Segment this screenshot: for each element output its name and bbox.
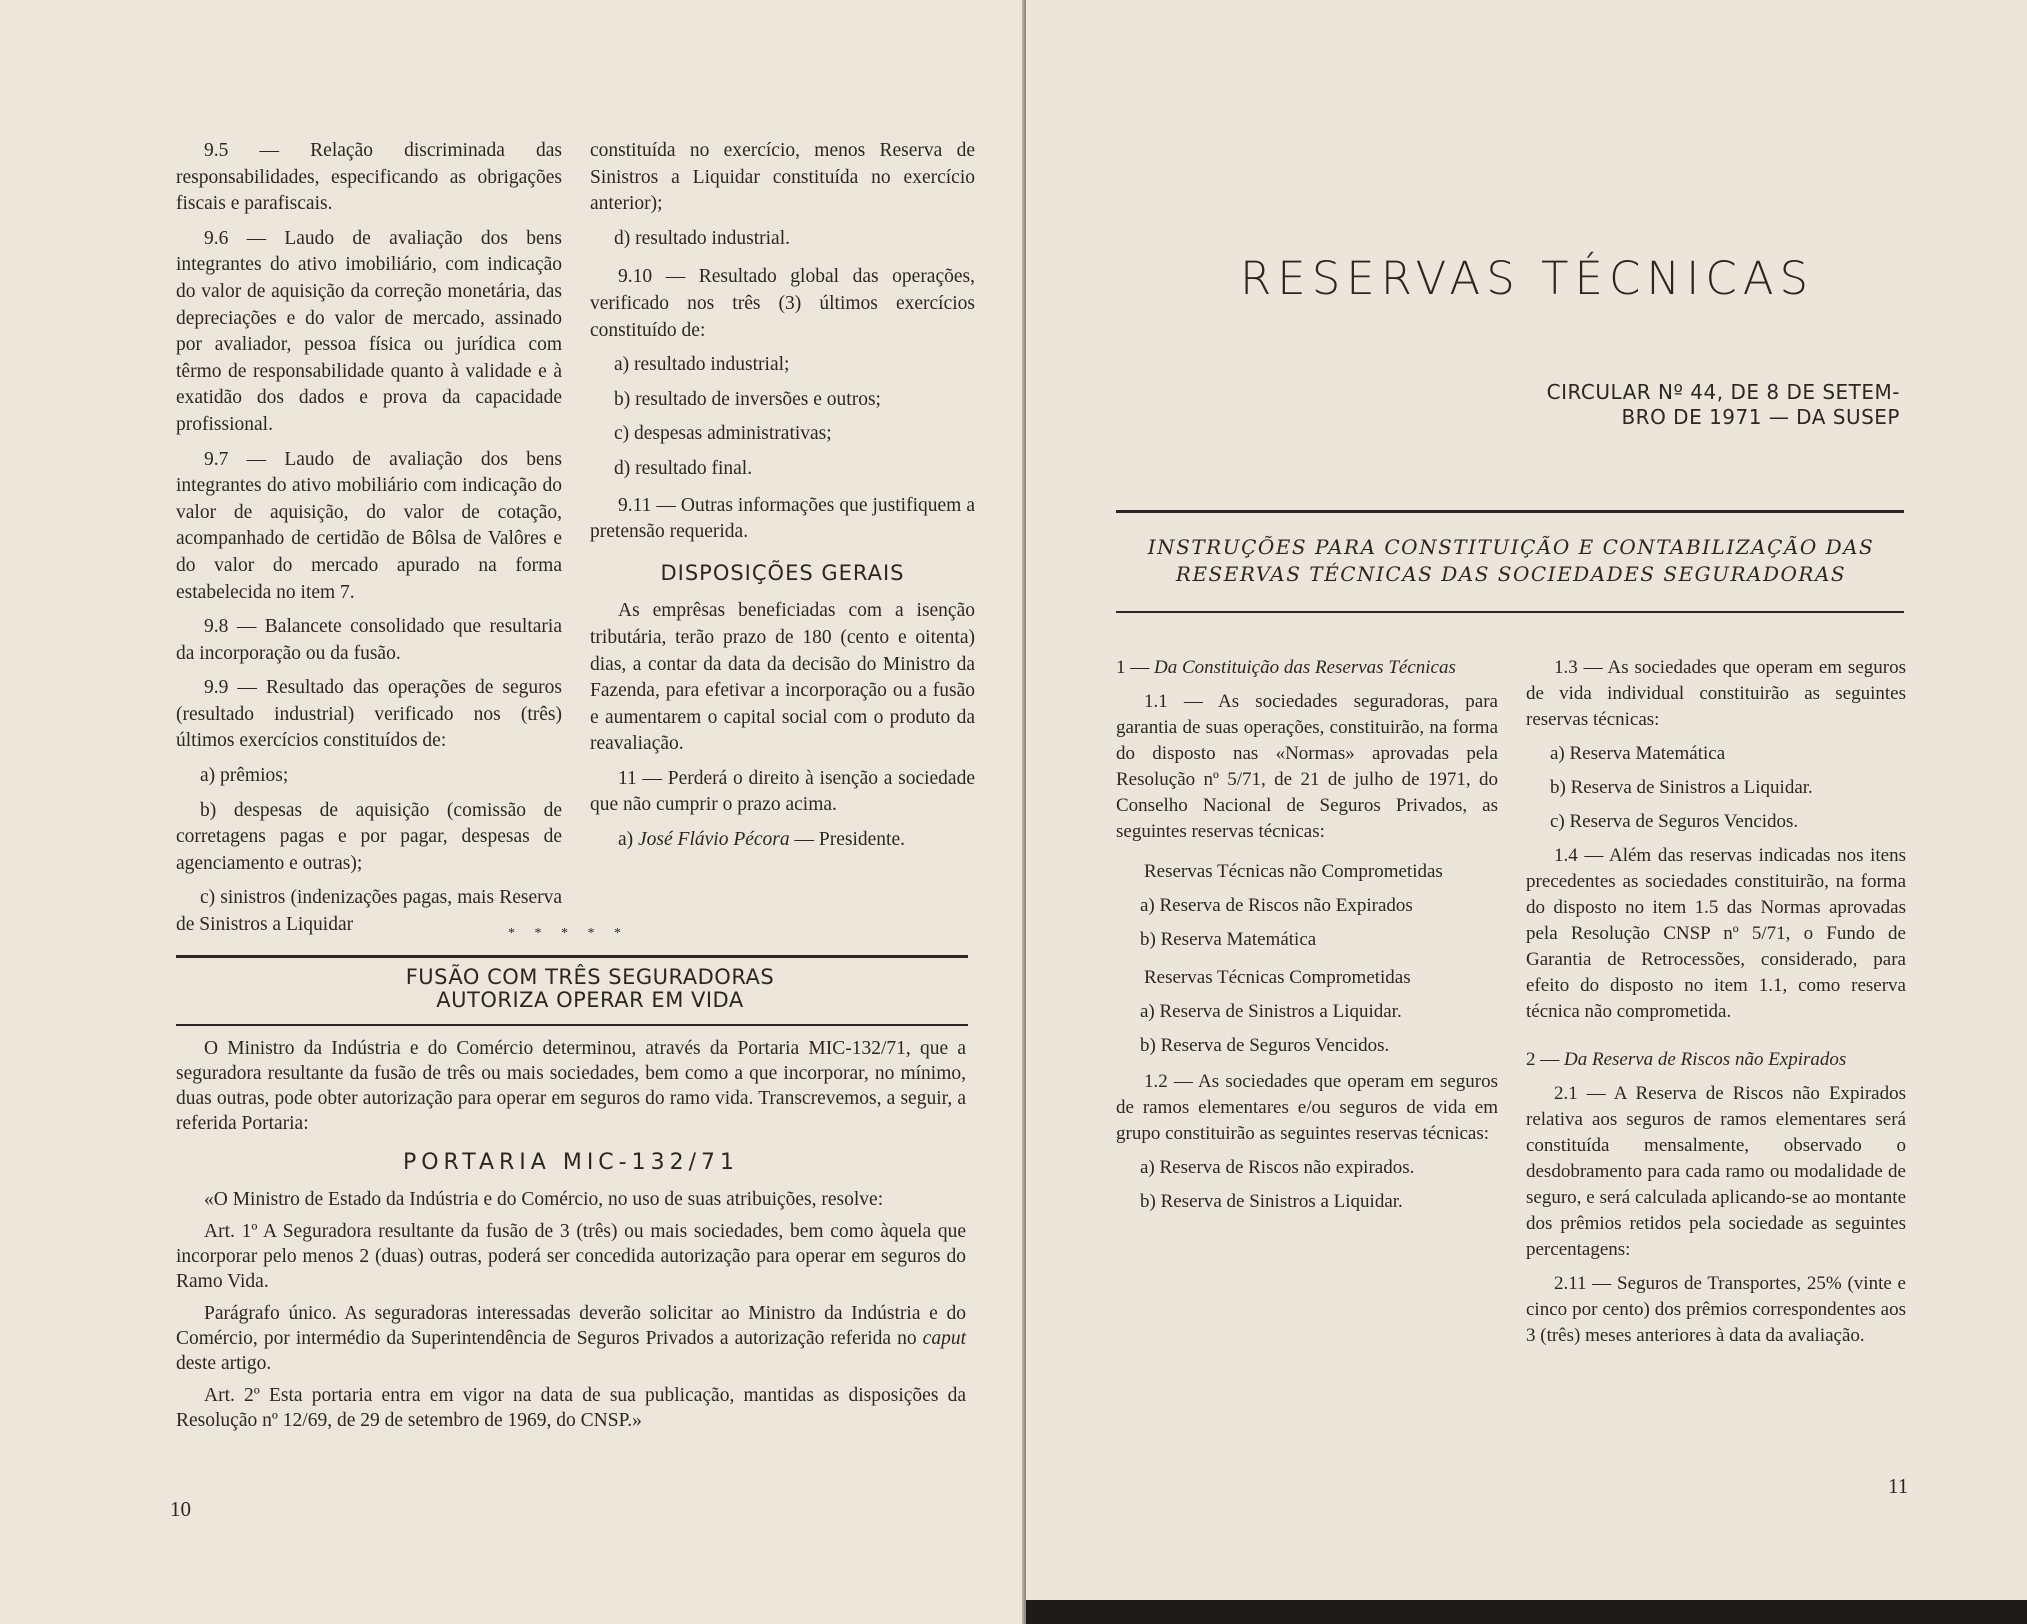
paragraph-disposicoes-1: As emprêsas beneficiadas com a isenção tributária, terão prazo de 180 (cento e oitenta) dias, a contar da data da decisão do Ministro da Fazenda, para efetivar a incorporação ou a fusão e aumentarem o capital social com o produto da reavaliação.	[590, 600, 975, 755]
portaria-art-1: Art. 1º A Seguradora resultante da fusão de 3 (três) ou mais sociedades, bem como àquela que incorporar pelo menos 2 (duas) outras, poderá ser concedida autorização para operar em seguros do Ramo Vida.	[176, 1221, 966, 1292]
right-column-1	[1116, 655, 1498, 1223]
paragraph-continuation: constituída no exercício, menos Reserva de Sinistros a Liquidar constituída no exercício anterior);	[590, 140, 975, 215]
circular-line-1: CIRCULAR Nº 44, DE 8 DE SETEM-	[1546, 380, 1900, 404]
separator-stars: * * * * *	[508, 926, 629, 941]
article-title-line-1: FUSÃO COM TRÊS SEGURADORAS	[405, 965, 775, 989]
left-column-1	[176, 138, 562, 947]
article-intro: O Ministro da Indústria e do Comércio determinou, através da Portaria MIC-132/71, que a seguradora resultante da fusão de três ou mais sociedades, bem como a que incorporar, no mínimo, duas outras, pode obter autorização para operar em seguros do ramo vida. Transcrevemos, a seguir, a referida Portaria:	[176, 1038, 966, 1134]
paragraph-9-10: 9.10 — Resultado global das operações, verificado nos três (3) últimos exercícios constituído de:	[590, 266, 975, 341]
list-item: a) prêmios;	[200, 765, 289, 787]
heading-1: 1 — Da Constituição das Reservas Técnicas	[1116, 657, 1456, 678]
paragraph-9-8: 9.8 — Balancete consolidado que resultaria da incorporação ou da fusão.	[176, 616, 562, 664]
rule-top	[176, 955, 968, 958]
list-item: b) Reserva de Sinistros a Liquidar.	[1550, 777, 1813, 798]
left-column-2	[590, 138, 975, 862]
paragraph-9-5: 9.5 — Relação discriminada das responsabilidades, especificando as obrigações fiscais e parafiscais.	[176, 140, 562, 215]
list-item: d) resultado final.	[614, 457, 753, 479]
heading-2: 2 — Da Reserva de Riscos não Expirados	[1526, 1049, 1847, 1070]
list-item: b) resultado de inversões e outros;	[614, 388, 881, 410]
portaria-art-2: Art. 2º Esta portaria entra em vigor na data de sua publicação, mantidas as disposições da Resolução nº 12/69, de 29 de setembro de 1969, do CNSP.»	[176, 1385, 966, 1431]
list-item: d) resultado industrial.	[614, 227, 791, 249]
paragraph-9-7: 9.7 — Laudo de avaliação dos bens integrantes do ativo mobiliário com indicação do valor de aquisição, do valor de cotação, acompanhado de certidão de Bôlsa de Valôres e do valor do mercado apurado na forma estabelecida no item 7.	[176, 448, 562, 603]
list-item: a) resultado industrial;	[614, 354, 790, 376]
right-column-2	[1526, 655, 1906, 1357]
instructions-heading	[1112, 534, 1910, 588]
list-item: c) sinistros (indenizações pagas, mais Reserva de Sinistros a Liquidar	[176, 887, 562, 936]
list-item: b) despesas de aquisição (comissão de corretagens pagas e por pagar, despesas de agenciamento e outras);	[176, 799, 562, 874]
article-title	[280, 966, 900, 1012]
page-bottom-edge	[1026, 1600, 2027, 1624]
page-number-left: 10	[170, 1497, 191, 1521]
paragraph-1-3: 1.3 — As sociedades que operam em seguros de vida individual constituirão as seguintes reservas técnicas:	[1526, 657, 1906, 730]
paragraph-9-6: 9.6 — Laudo de avaliação dos bens integrantes do ativo imobiliário, com indicação do valor de aquisição da correção monetária, das depreciações e do valor de mercado, assinado por avaliador, pessoa física ou jurídica com têrmo de responsabilidade quanto à validade e à exatidão dos dados e prova da capacidade profissional.	[176, 227, 562, 435]
list-item: a) Reserva Matemática	[1550, 743, 1726, 764]
page-number-right: 11	[1888, 1474, 1909, 1498]
circular-line-2: BRO DE 1971 — DA SUSEP	[1621, 405, 1900, 429]
portaria-preamble: «O Ministro de Estado da Indústria e do Comércio, no uso de suas atribuições, resolve:	[204, 1189, 884, 1210]
paragraph-2-1: 2.1 — A Reserva de Riscos não Expirados relativa aos seguros de ramos elementares será constituída mensalmente, observado o desdobramento para cada ramo ou modalidade de seguro, e será calculada aplicando-se ao montante dos prêmios retidos pela sociedade as seguintes percentagens:	[1526, 1083, 1906, 1260]
paragraph-9-9: 9.9 — Resultado das operações de seguros (resultado industrial) verificado nos (três) últimos exercícios constituídos de:	[176, 677, 562, 752]
list-item: b) Reserva de Sinistros a Liquidar.	[1140, 1191, 1403, 1212]
article-title-line-2: AUTORIZA OPERAR EM VIDA	[436, 988, 744, 1012]
signature-prefix: a)	[618, 829, 634, 851]
rule-instr-top	[1116, 510, 1904, 513]
list-item: c) Reserva de Seguros Vencidos.	[1550, 811, 1799, 832]
portaria-paragrafo: Parágrafo único. As seguradoras interessadas deverão solicitar ao Ministro da Indústria e do Comércio, por intermédio da Superintendência de Seguros Privados a autorização referida no caput deste artigo.	[176, 1303, 966, 1374]
instructions-line-1: INSTRUÇÕES PARA CONSTITUIÇÃO E CONTABILIZAÇÃO DAS	[1147, 535, 1875, 559]
paragraph-disposicoes-2: 11 — Perderá o direito à isenção a sociedade que não cumprir o prazo acima.	[590, 767, 975, 816]
paragraph-2-11: 2.11 — Seguros de Transportes, 25% (vinte e cinco por cento) dos prêmios correspondentes aos 3 (três) meses anteriores à data da avaliação.	[1526, 1273, 1906, 1346]
rule-instr-bottom	[1116, 611, 1904, 613]
rule-bottom	[176, 1024, 968, 1026]
circular-heading	[1460, 380, 1900, 430]
list-item: b) Reserva Matemática	[1140, 929, 1317, 950]
list-item: a) Reserva de Riscos não expirados.	[1140, 1157, 1415, 1178]
portaria-title: PORTARIA MIC-132/71	[402, 1150, 740, 1175]
paragraph-9-11: 9.11 — Outras informações que justifiquem a pretensão requerida.	[590, 494, 975, 543]
paragraph-1-2: 1.2 — As sociedades que operam em seguros de ramos elementares e/ou seguros de vida em grupo constituirão as seguintes reservas técnicas:	[1116, 1071, 1498, 1144]
list-item: b) Reserva de Seguros Vencidos.	[1140, 1035, 1390, 1056]
signature-name: José Flávio Pécora	[638, 829, 790, 851]
list-item: a) Reserva de Sinistros a Liquidar.	[1140, 1001, 1402, 1022]
paragraph-1-4: 1.4 — Além das reservas indicadas nos itens precedentes as sociedades constituirão, na forma do disposto no item 1.5 das Normas aprovadas pela Resolução CNSP nº 5/71, o Fundo de Garantia de Retrocessões, considerado, para efeito do disposto no item 1.1, como reserva técnica não comprometida.	[1526, 845, 1906, 1022]
caput-word: caput	[922, 1328, 966, 1349]
paragraph-1-1: 1.1 — As sociedades seguradoras, para garantia de suas operações, constituirão, na forma do disposto nas «Normas» aprovadas pela Resolução nº 5/71, de 21 de julho de 1971, do Conselho Nacional de Seguros Privados, as seguintes reservas técnicas:	[1116, 691, 1498, 842]
list-item: c) despesas administrativas;	[614, 423, 832, 445]
list-item: a) Reserva de Riscos não Expirados	[1140, 895, 1413, 916]
signature-role: — Presidente.	[794, 829, 906, 851]
section-title-disposicoes: DISPOSIÇÕES GERAIS	[660, 560, 905, 585]
instructions-line-2: RESERVAS TÉCNICAS DAS SOCIEDADES SEGURADORAS	[1175, 562, 1847, 586]
signature-line	[590, 827, 975, 854]
article-body	[176, 1036, 966, 1440]
subheading-rtnc: Reservas Técnicas não Comprometidas	[1144, 861, 1443, 882]
page-title: RESERVAS TÉCNICAS	[1240, 252, 1815, 305]
subheading-rtc: Reservas Técnicas Comprometidas	[1144, 967, 1411, 988]
